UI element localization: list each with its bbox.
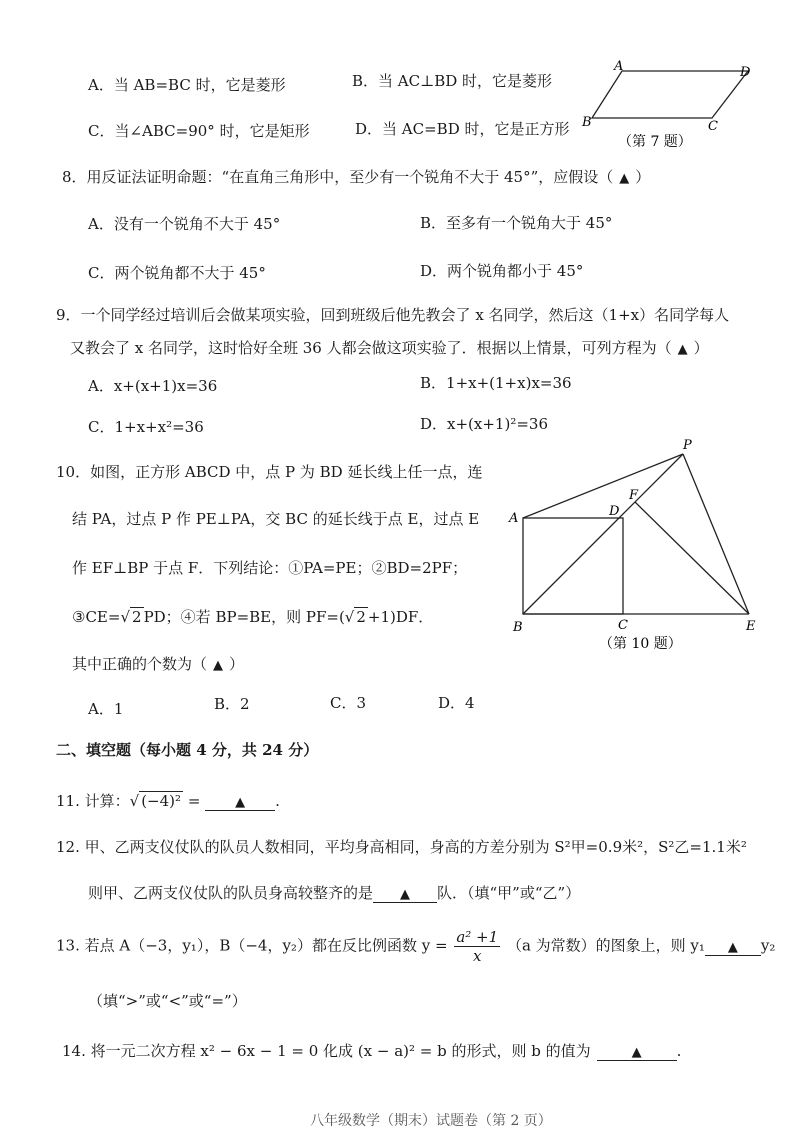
q10-label-d: D: [609, 504, 620, 519]
q10-line-ap: [523, 454, 683, 518]
section-title: 二、填空题（每小题 4 分，共 24 分）: [56, 741, 319, 759]
answer-marker: ▲: [235, 795, 246, 810]
q9-line2-text: 又教会了 x 名同学，这时恰好全班 36 人都会做这项实验了．根据以上情景，可列方程为（: [70, 339, 672, 357]
q10-line2: 结 PA，过点 P 作 PE⊥PA，交 BC 的延长线于点 E，过点 E: [72, 510, 480, 528]
q7-parallelogram: [592, 71, 748, 118]
q10-option-c: C．3: [330, 694, 367, 712]
q14-text: 14. 将一元二次方程 x² − 6x − 1 = 0 化成 (x − a)² = b 的形式，则 b 的值为: [62, 1042, 591, 1060]
q11-radicand: (−4)²: [141, 792, 182, 810]
answer-marker: ▲: [400, 887, 411, 902]
q7-caption: （第 7 题）: [618, 134, 692, 150]
q9-line1: 9．一个同学经过培训后会做某项实验，回到班级后他先教会了 x 名同学，然后这（1+x）名同学每人: [56, 306, 730, 324]
q9-option-b: B．1+x+(1+x)x=36: [420, 374, 572, 392]
q8-stem-text: 8．用反证法证明命题：“在直角三角形中，至少有一个锐角不大于 45°”，应假设（: [62, 168, 614, 186]
q10-caption: （第 10 题）: [599, 636, 682, 652]
q10-label-b: B: [513, 620, 523, 635]
answer-marker: ▲: [619, 171, 630, 186]
answer-marker: ▲: [631, 1045, 642, 1060]
q11-suffix: .: [275, 792, 280, 810]
q10-option-a: A．1: [88, 700, 124, 718]
q10-line-bp: [523, 454, 683, 614]
q10-figure: [505, 436, 770, 656]
q13-line2: （填“>”或“<”或“=”）: [88, 992, 247, 1010]
q10-line3: 作 EF⊥BP 于点 F．下列结论：①PA=PE；②BD=2PF；: [72, 559, 468, 577]
q10-line4-c: +1)DF．: [367, 608, 434, 626]
q11-answer-blank: [205, 792, 275, 811]
q7-label-c: C: [708, 119, 718, 134]
q11-prefix: 11. 计算：: [56, 792, 130, 810]
q7-label-b: B: [582, 115, 592, 130]
q10-line5: [72, 653, 244, 674]
q10-line-pe: [683, 454, 749, 614]
q7-option-d: D．当 AC=BD 时，它是正方形: [355, 120, 570, 138]
q13-fraction: [454, 928, 500, 965]
q10-label-p: P: [683, 438, 692, 453]
page-footer: 八年级数学（期末）试题卷（第 2 页）: [310, 1113, 552, 1129]
q7-option-a: A．当 AB=BC 时，它是菱形: [88, 76, 286, 94]
answer-marker: ▲: [677, 342, 688, 357]
q10-line1: 10．如图，正方形 ABCD 中，点 P 为 BD 延长线上任一点，连: [56, 463, 483, 481]
q10-sqrt-2: 2: [356, 608, 366, 626]
q13-frac-numerator: a² +1: [456, 928, 499, 946]
q8-stem: [62, 166, 650, 187]
q14: [62, 1040, 681, 1061]
q9-option-d: D．x+(x+1)²=36: [420, 415, 548, 433]
q12-line2: [88, 882, 580, 903]
q10-line4-a: ③CE=: [72, 608, 121, 626]
q10-label-f: F: [629, 488, 639, 503]
q9-option-a: A．x+(x+1)x=36: [88, 377, 218, 395]
q13-prefix: 13. 若点 A（−3，y₁），B（−4，y₂）都在反比例函数 y =: [56, 936, 448, 955]
q7-option-b: B．当 AC⊥BD 时，它是菱形: [352, 72, 553, 90]
q8-option-b: B．至多有一个锐角大于 45°: [420, 214, 613, 232]
q13-frac-denominator: x: [473, 947, 482, 965]
q9-line2: [70, 337, 709, 358]
q10-line5-end: ）: [229, 655, 245, 673]
q10-label-e: E: [746, 619, 756, 634]
q12-line2-end: 队．（填“甲”或“乙”）: [437, 884, 581, 902]
q10-option-b: B．2: [214, 695, 250, 713]
q13-mid: （a 为常数）的图象上，则 y₁: [506, 936, 705, 955]
q8-option-d: D．两个锐角都小于 45°: [420, 262, 584, 280]
q12-answer-blank: [373, 884, 437, 903]
q10-line4-b: PD；④若 BP=BE，则 PF=(: [143, 608, 345, 626]
q13-line1: [56, 928, 790, 965]
q8-stem-end: ）: [635, 168, 651, 186]
answer-marker: ▲: [213, 658, 224, 673]
q14-answer-blank: [597, 1042, 677, 1061]
q7-label-a: A: [614, 59, 624, 74]
q14-suffix: .: [676, 1042, 682, 1060]
q8-option-a: A．没有一个锐角不大于 45°: [88, 215, 281, 233]
q7-label-d: D: [740, 65, 751, 80]
q10-label-c: C: [618, 618, 628, 633]
q7-figure: [578, 58, 758, 150]
q12-line1: 12. 甲、乙两支仪仗队的队员人数相同，平均身高相同，身高的方差分别为 S²甲=0.9米²，S²乙=1.1米²: [56, 838, 747, 856]
answer-marker: ▲: [727, 939, 738, 955]
q11-equals: =: [187, 792, 201, 810]
q12-line2-text: 则甲、乙两支仪仗队的队员身高较整齐的是: [88, 884, 374, 902]
q8-option-c: C．两个锐角都不大于 45°: [88, 264, 266, 282]
q9-option-c: C．1+x+x²=36: [88, 418, 204, 436]
q13-answer-blank: [705, 937, 761, 956]
q7-option-c: C．当∠ABC=90° 时，它是矩形: [88, 122, 310, 140]
q10-option-d: D．4: [438, 694, 475, 712]
q10-line4: ③CE=√ 2 PD；④若 BP=BE，则 PF=(√ 2 +1)DF．: [72, 608, 434, 626]
q10-line5-text: 其中正确的个数为（: [72, 655, 208, 673]
q11: 11. 计算：√ (−4)² = ▲ .: [56, 792, 280, 810]
q10-sqrt-1: 2: [132, 608, 142, 626]
q13-suffix: y₂: [760, 936, 776, 955]
q9-line2-end: ）: [693, 339, 709, 357]
q10-label-a: A: [509, 511, 519, 526]
q10-line-ef: [635, 502, 749, 614]
